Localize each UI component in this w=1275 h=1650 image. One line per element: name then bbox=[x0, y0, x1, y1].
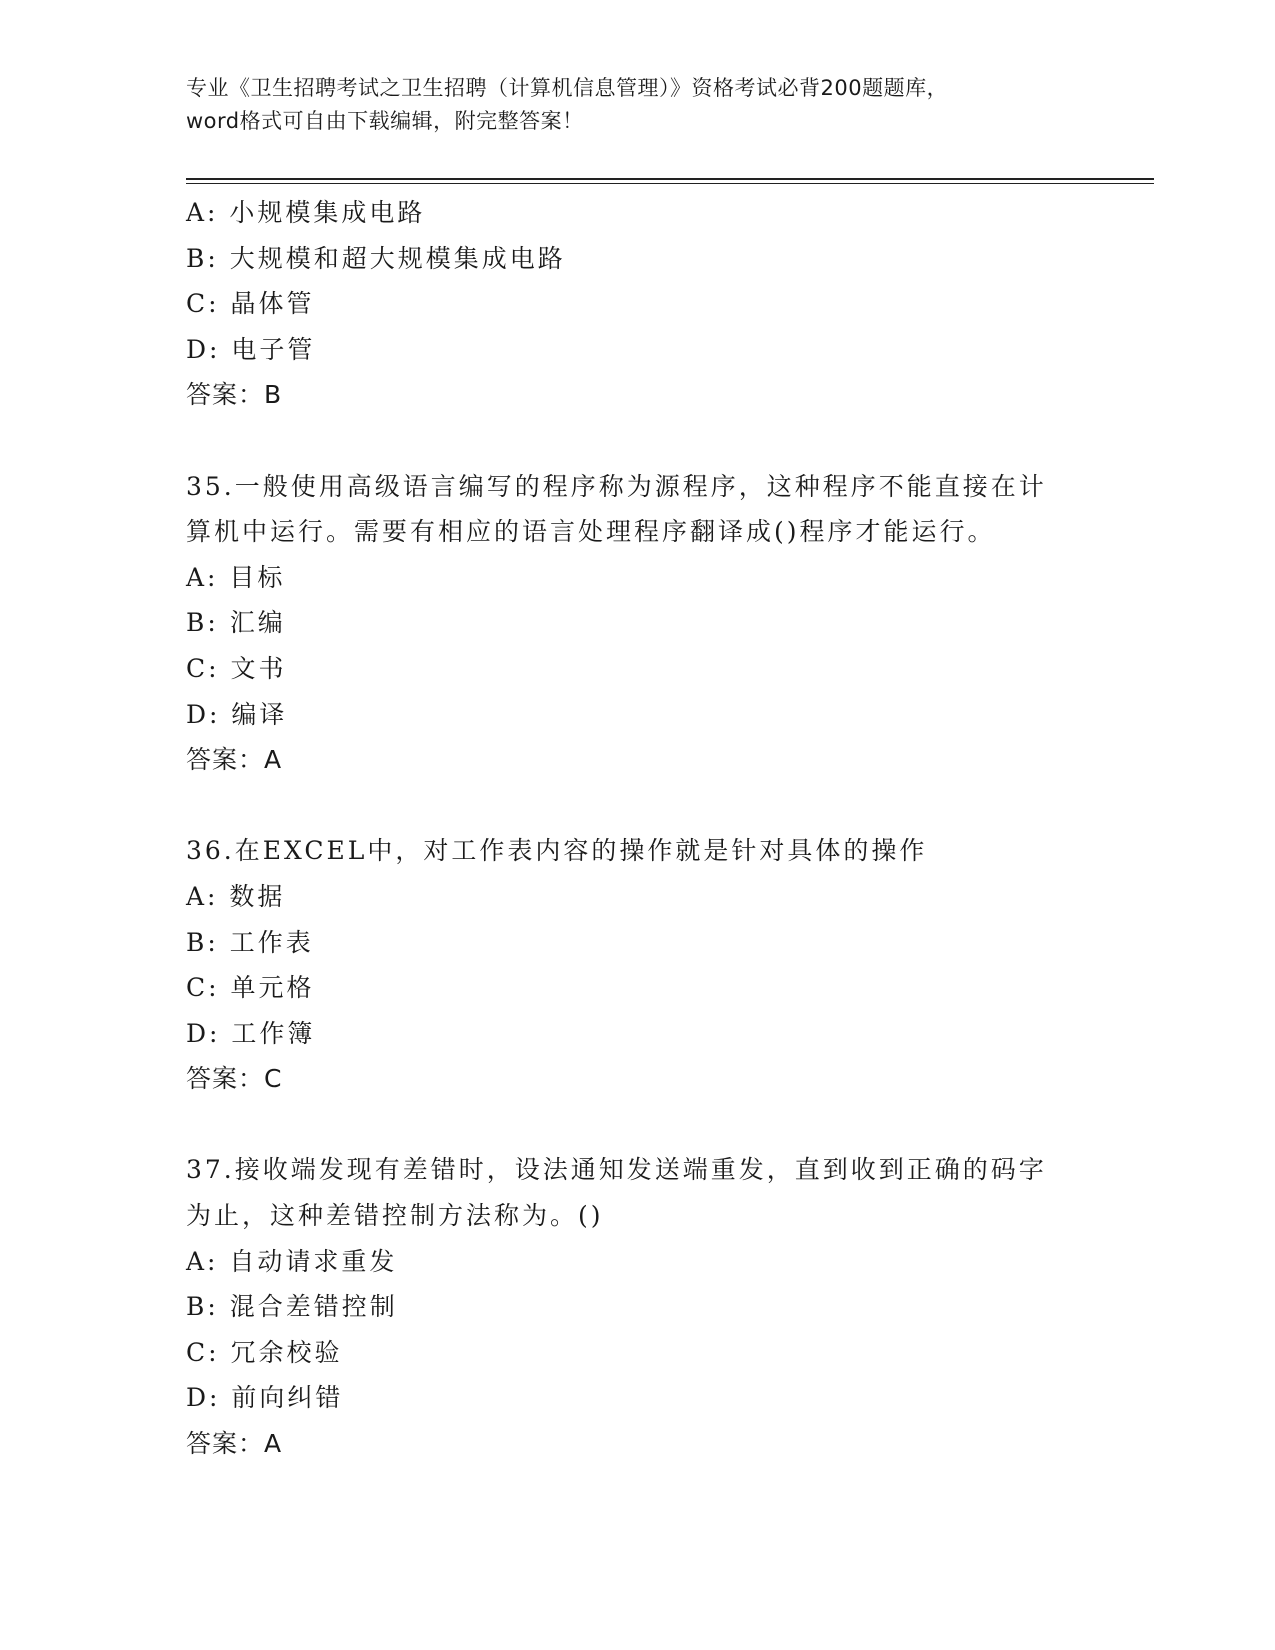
option-c: C: 单元格 bbox=[186, 973, 315, 1003]
answer-line: 答案：A bbox=[186, 1429, 283, 1459]
question-list bbox=[186, 190, 1086, 1467]
question-block-36 bbox=[186, 828, 1086, 1102]
header-title-line-2: word格式可自由下载编辑，附完整答案！ bbox=[186, 109, 584, 133]
option-b: B: 混合差错控制 bbox=[186, 1292, 398, 1322]
answer-line: 答案：C bbox=[186, 1064, 283, 1094]
option-b: B: 汇编 bbox=[186, 608, 286, 638]
question-stem-line: 算机中运行。需要有相应的语言处理程序翻译成()程序才能运行。 bbox=[186, 517, 996, 547]
question-block-34 bbox=[186, 190, 1086, 418]
answer-line: 答案：B bbox=[186, 380, 283, 410]
spacer bbox=[186, 1102, 1086, 1148]
option-c: C: 文书 bbox=[186, 653, 287, 683]
document-header bbox=[186, 72, 1086, 138]
document-page bbox=[186, 0, 1146, 1650]
spacer bbox=[186, 418, 1086, 464]
option-b: B: 工作表 bbox=[186, 927, 314, 957]
question-stem-line: 35.一般使用高级语言编写的程序称为源程序，这种程序不能直接在计 bbox=[186, 471, 1047, 501]
question-stem-line: 36.在EXCEL中，对工作表内容的操作就是针对具体的操作 bbox=[186, 836, 928, 866]
option-b: B: 大规模和超大规模集成电路 bbox=[186, 243, 566, 273]
option-a: A: 自动请求重发 bbox=[186, 1246, 398, 1276]
option-d: D: 前向纠错 bbox=[186, 1383, 344, 1413]
option-d: D: 编译 bbox=[186, 699, 288, 729]
question-block-35 bbox=[186, 464, 1086, 783]
option-d: D: 电子管 bbox=[186, 334, 316, 364]
option-a: A: 目标 bbox=[186, 562, 286, 592]
option-a: A: 数据 bbox=[186, 881, 286, 911]
option-d: D: 工作簿 bbox=[186, 1018, 316, 1048]
question-block-37 bbox=[186, 1147, 1086, 1466]
option-c: C: 晶体管 bbox=[186, 289, 315, 319]
question-stem-line: 37.接收端发现有差错时，设法通知发送端重发，直到收到正确的码字 bbox=[186, 1155, 1047, 1185]
spacer bbox=[186, 783, 1086, 829]
option-a: A: 小规模集成电路 bbox=[186, 198, 426, 227]
header-divider bbox=[186, 178, 1154, 184]
answer-line: 答案：A bbox=[186, 745, 283, 775]
header-title-line-1: 专业《卫生招聘考试之卫生招聘（计算机信息管理）》资格考试必背200题题库， bbox=[186, 76, 949, 100]
question-stem-line: 为止，这种差错控制方法称为。() bbox=[186, 1201, 604, 1231]
option-c: C: 冗余校验 bbox=[186, 1337, 343, 1367]
